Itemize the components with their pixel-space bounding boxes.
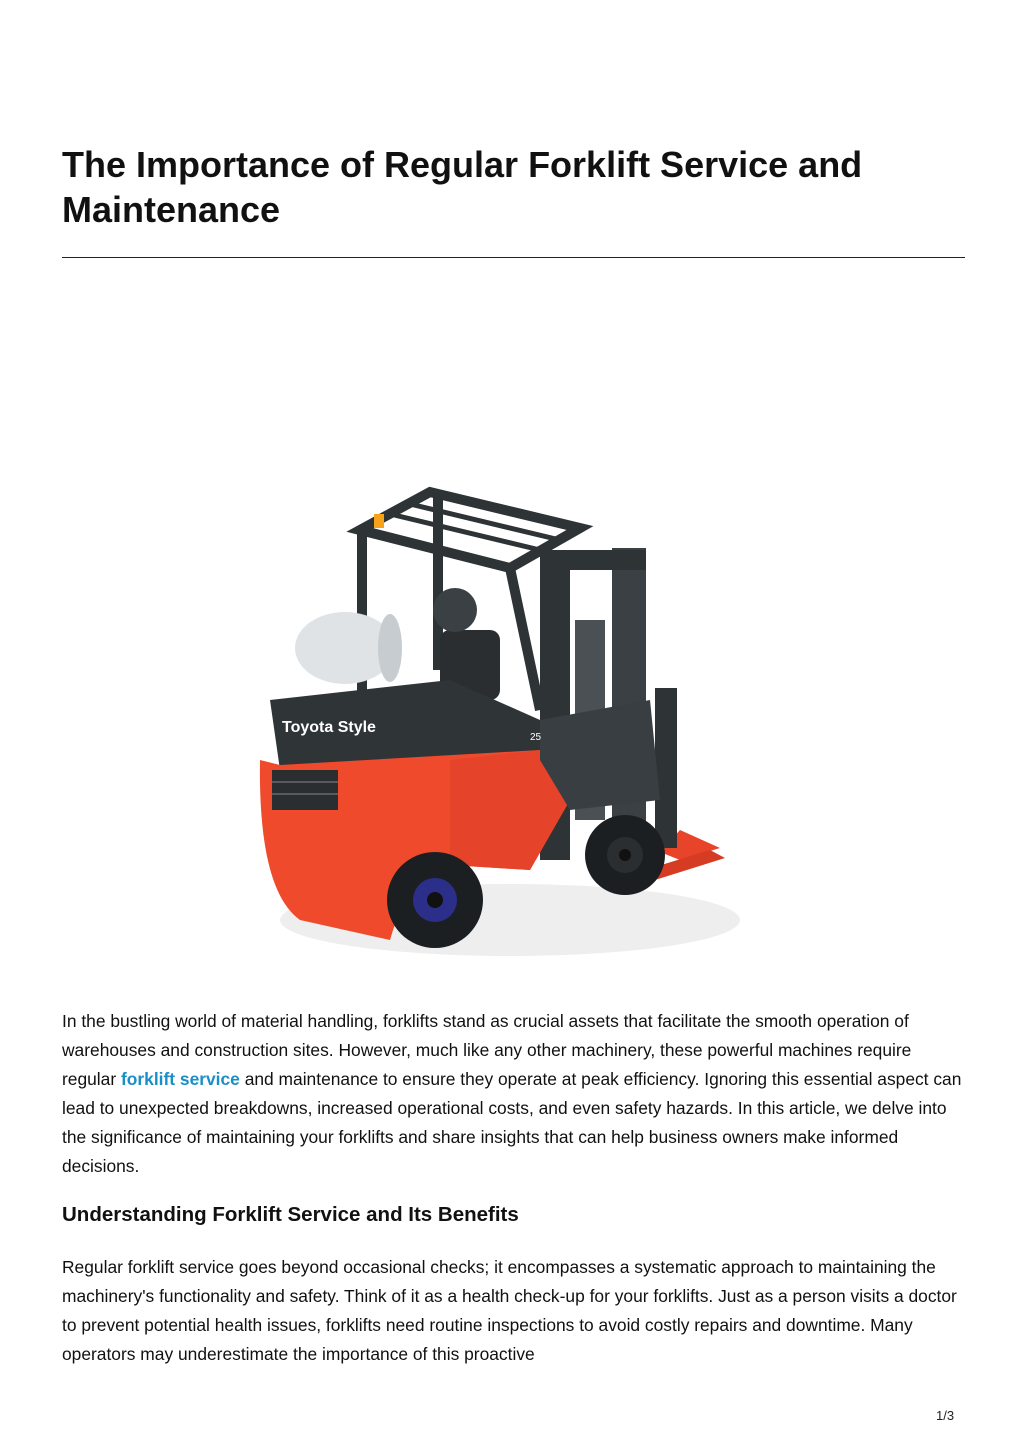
model-badge: 25 [530,732,542,743]
intro-text-start: In the bustling world of material handling, forklifts stand as crucial assets that facilitate the smooth operation of warehouses and construction sites. However, much like any other machinery, these powerful machines require regular [62,1011,912,1089]
intro-text-end: and maintenance to ensure they operate at peak efficiency. Ignoring this essential aspect can lead to unexpected breakdowns, increased operational costs, and even safety hazards. In this article, we delve into the significance of maintaining your forklifts and share insights that can help business owners make informed decisions. [62,1069,962,1176]
forklift-service-link[interactable]: forklift service [120,1069,240,1089]
intro-paragraph [62,1007,967,1181]
section-paragraph: Regular forklift service goes beyond occasional checks; it encompasses a systematic approach to maintaining the machinery's functionality and safety. Think of it as a health check-up for your forklifts. Just as a person visits a doctor to prevent potential health issues, forklifts need routine inspections to avoid costly repairs and downtime. Many operators may underestimate the importance of this proactive [62,1257,957,1364]
page-number: 1/3 [936,1408,955,1423]
brand-logo: Toyota Style [282,719,376,736]
section-heading: Understanding Forklift Service and Its Benefits [62,1203,519,1226]
forklift-image [240,470,760,990]
article-title: The Importance of Regular Forklift Service and Maintenance [62,144,863,230]
title-divider [62,257,965,258]
